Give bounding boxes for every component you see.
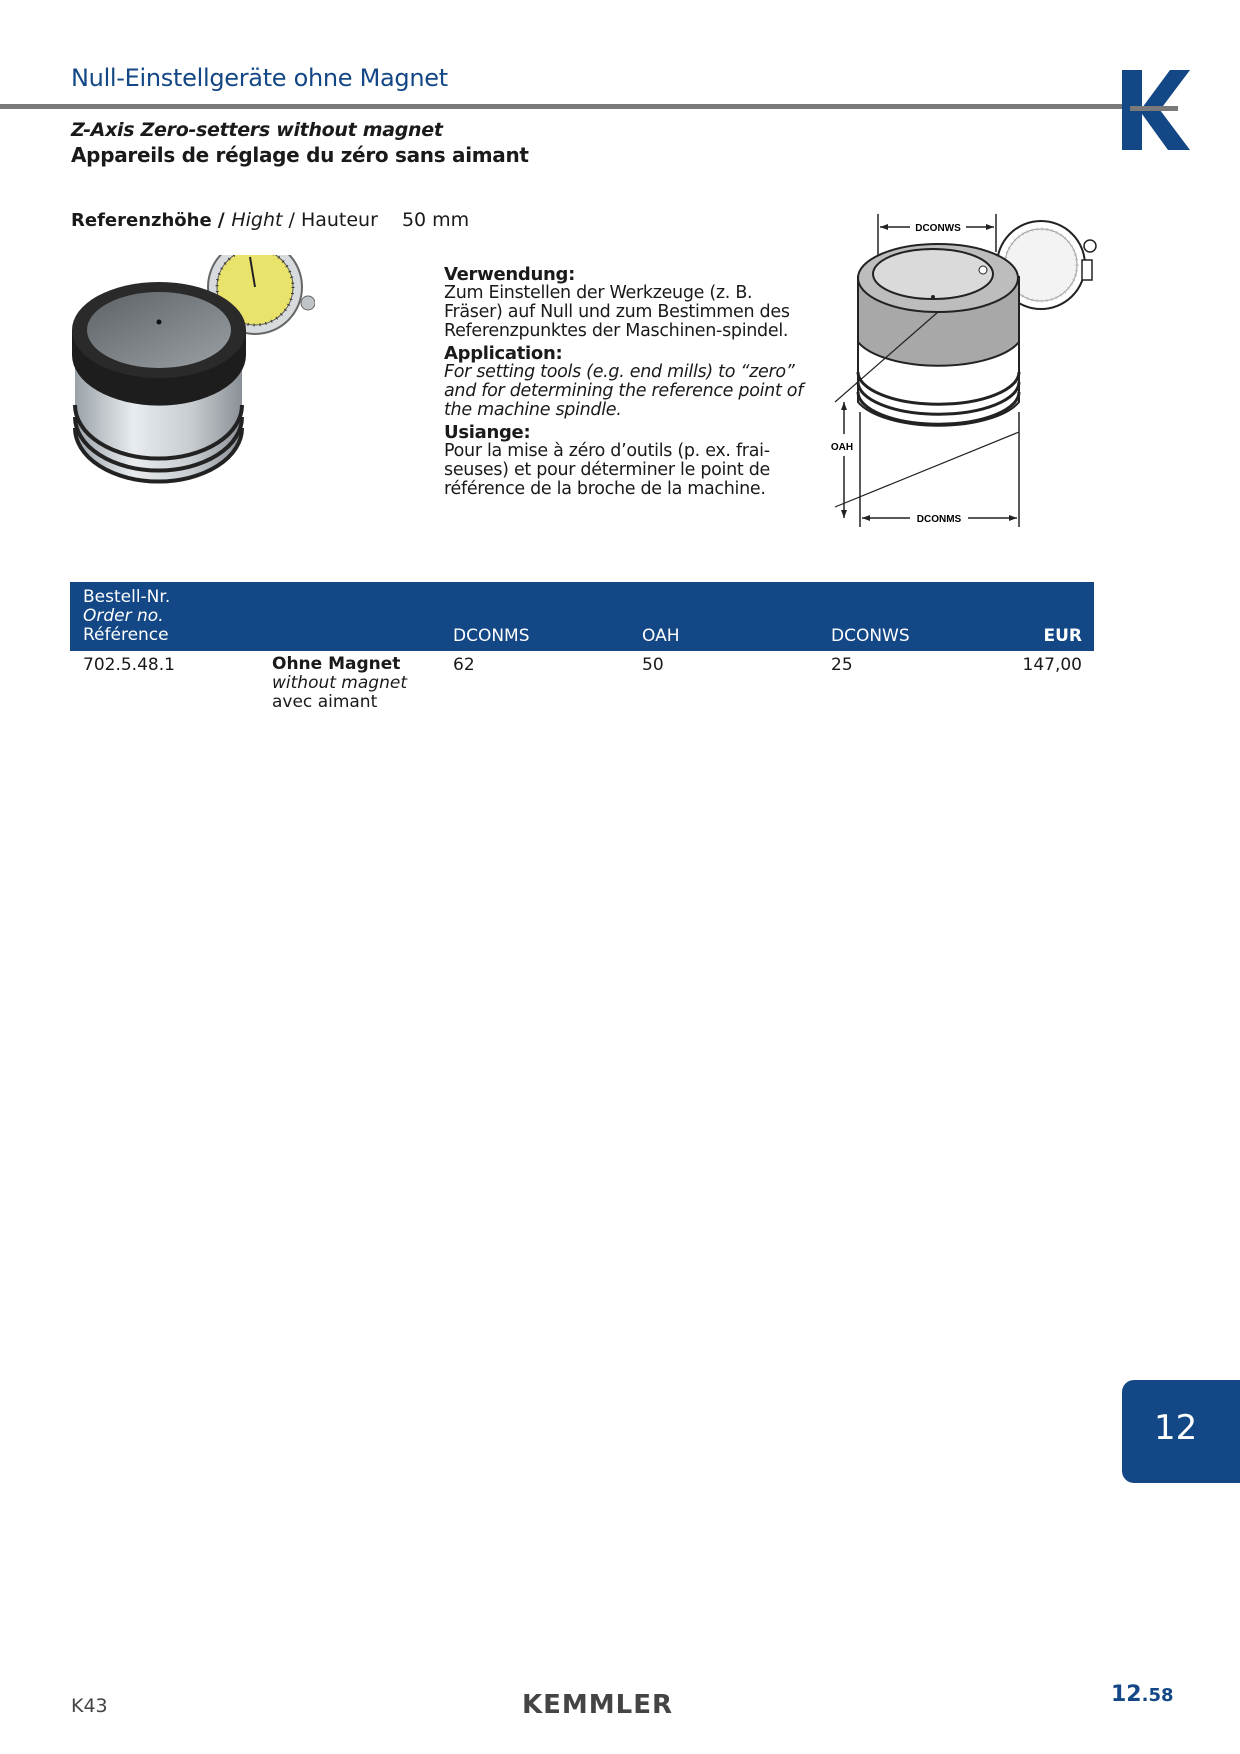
chapter-tab[interactable] <box>1122 1380 1240 1483</box>
cell-desc-de: Ohne Magnet <box>272 654 401 674</box>
footer-code: K43 <box>71 1695 108 1717</box>
cell-eur: 147,00 <box>1022 655 1082 675</box>
page-number <box>1111 1682 1174 1707</box>
kemmler-k-logo <box>1120 70 1190 150</box>
chapter-tab-number: 12 <box>1154 1408 1198 1448</box>
page-number-main: 12 <box>1111 1682 1142 1707</box>
reference-separator: / <box>217 209 225 231</box>
reference-label-en: Hight <box>231 209 283 231</box>
header-oah: OAH <box>642 626 680 646</box>
page-title: Null-Einstellgeräte ohne Magnet <box>71 64 448 92</box>
usage-heading-fr: Usiange: <box>444 422 531 443</box>
cell-desc-en: without magnet <box>272 673 407 693</box>
reference-height-line: Referenzhöhe / Hight / Hauteur 50 mm <box>71 209 470 231</box>
usage-text-de: Zum Einstellen der Werkzeuge (z. B. Fräser) auf Null und zum Bestimmen des Referenzpunktes der Maschinen-spindel. <box>444 283 790 341</box>
reference-value: 50 mm <box>401 209 470 231</box>
cell-desc-fr: avec aimant <box>272 692 378 712</box>
dim-label-dconws: DCONWS <box>915 223 961 234</box>
subtitle-french: Appareils de réglage du zéro sans aimant <box>71 143 529 167</box>
table-header <box>70 582 1094 651</box>
dim-label-dconms: DCONMS <box>916 514 962 525</box>
cell-dconws: 25 <box>831 655 853 675</box>
header-order-de: Bestell-Nr. <box>83 587 171 607</box>
subtitle-english: Z-Axis Zero-setters without magnet <box>71 119 443 141</box>
usage-heading-de: Verwendung: <box>444 264 575 285</box>
header-eur: EUR <box>1043 626 1082 646</box>
reference-label-fr: Hauteur <box>300 209 378 231</box>
header-rule <box>0 104 1122 109</box>
footer-brand-logo: KEMMLER <box>522 1690 674 1720</box>
header-order-fr: Référence <box>83 625 169 645</box>
cell-oah: 50 <box>642 655 664 675</box>
technical-drawing <box>820 212 1100 532</box>
cell-order-no: 702.5.48.1 <box>83 655 175 675</box>
header-dconms: DCONMS <box>453 626 530 646</box>
header-order-en: Order no. <box>83 606 164 626</box>
usage-heading-en: Application: <box>444 343 563 364</box>
cell-dconms: 62 <box>453 655 475 675</box>
reference-label-de: Referenzhöhe <box>71 210 212 231</box>
description-block <box>444 265 814 502</box>
header-dconws: DCONWS <box>831 626 910 646</box>
product-photo <box>70 255 315 485</box>
page-number-sub: .58 <box>1141 1685 1174 1706</box>
dim-label-oah: OAH <box>830 442 854 453</box>
usage-text-en: For setting tools (e.g. end mills) to “zero” and for determining the reference point of the machine spindle. <box>444 362 804 420</box>
usage-text-fr: Pour la mise à zéro d’outils (p. ex. frai-seuses) et pour déterminer le point de référence de la broche de la machine. <box>444 441 770 499</box>
